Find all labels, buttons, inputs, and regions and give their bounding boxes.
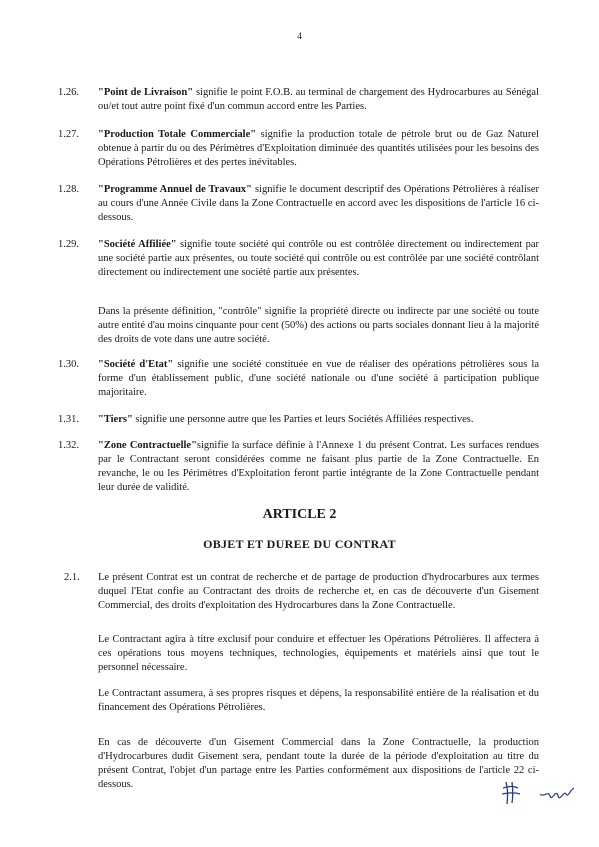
section-2-1-paragraph-1: Le présent Contrat est un contrat de recherche et de partage de production d'hydrocarbures aux termes duquel l'Etat confie au Contractant des droits de recherche et, en cas de découverte d'un Gisement Commercial, des droits d'exploitation des Hydrocarbures dans la Zone Contractuelle. [98, 572, 539, 611]
definition-text: signifie une personne autre que les Parties et leurs Sociétés Affiliées respectives. [132, 414, 474, 425]
clause-number: 1.29. [58, 239, 79, 250]
clause-number: 1.26. [58, 87, 79, 98]
definition-text: signifie le point F.O.B. au terminal de chargement des Hydrocarbures au Sénégal ou/et tout autre point fixé d'un commun accord entre les Parties. [98, 87, 540, 112]
section-2-1-paragraph-2: Le Contractant agira à titre exclusif pour conduire et effectuer les Opérations Pétrolières. Il affectera à ces opérations tous moyens techniques, technologies, équipements et matériels ainsi que tout le personnel nécessaire. [98, 634, 539, 673]
definition-1-31 [58, 413, 539, 427]
definition-1-26 [58, 86, 539, 114]
section-2-1-paragraph-3: Le Contractant assumera, à ses propres risques et dépens, la responsabilité entière de la réalisation et du financement des Opérations Pétrolières. [98, 688, 539, 713]
clause-number: 2.1. [64, 572, 80, 583]
definition-1-29 [58, 238, 539, 280]
definition-text: signifie la surface définie à l'Annexe 1 du présent Contrat. Les surfaces rendues par le Contractant seront considérées comme ne faisant plus partie de la Zone Contractuelle. En revanche, le ou les Périmètres d'Exploitation feront partie intégrante de la Zone Contractuelle pendant leur durée de validité. [98, 440, 539, 493]
clause-number: 1.28. [58, 184, 79, 195]
article-title: ARTICLE 2 [262, 507, 337, 522]
definition-1-32 [58, 439, 539, 495]
clause-number: 1.32. [58, 440, 79, 451]
defined-term: "Zone Contractuelle" [98, 440, 197, 451]
definition-text: signifie le document descriptif des Opérations Pétrolières à réaliser au cours d'une Année Civile dans la Zone Contractuelle en accord avec les dispositions de l'article 16 ci-dessous. [98, 184, 539, 223]
handwritten-initials [500, 776, 580, 810]
definition-1-30 [58, 358, 539, 400]
section-2-1 [64, 571, 539, 613]
defined-term: "Tiers" [98, 414, 133, 425]
definition-1-27 [58, 128, 539, 170]
clause-number: 1.27. [58, 129, 79, 140]
defined-term: "Programme Annuel de Travaux" [98, 184, 253, 195]
definition-text: signifie une société constituée en vue de réaliser des opérations pétrolières sous la forme d'un établissement public, d'une société nationale ou d'une société à participation publique majoritaire. [98, 359, 539, 398]
defined-term: "Production Totale Commerciale" [98, 129, 257, 140]
definition-text: signifie toute société qui contrôle ou est contrôlée directement ou indirectement par une société partie aux présentes, ou toute société qui contrôle ou est contrôlée par une société contrôlant directement ou indirectement une société partie aux présentes. [98, 239, 539, 278]
article-subtitle: OBJET ET DUREE DU CONTRAT [203, 537, 396, 551]
definition-1-29-control-paragraph: Dans la présente définition, "contrôle" signifie la propriété directe ou indirecte par une société ou toute autre entité d'au moins cinquante pour cent (50%) des actions ou parts sociales donnant lieu à la majorité des droits de vote dans une autre société. [98, 306, 539, 345]
page-number: 4 [297, 32, 302, 42]
section-2-1-paragraph-4: En cas de découverte d'un Gisement Commercial dans la Zone Contractuelle, la production d'Hydrocarbures dudit Gisement sera, pendant toute la durée de la période d'exploitation au titre du présent Contrat, l'objet d'un partage entre les Parties conformément aux dispositions de l'article 22 ci-dessous. [98, 737, 539, 790]
defined-term: "Point de Livraison" [98, 87, 194, 98]
defined-term: "Société d'Etat" [98, 359, 174, 370]
clause-number: 1.31. [58, 414, 79, 425]
defined-term: "Société Affiliée" [98, 239, 177, 250]
definition-text: signifie la production totale de pétrole brut ou de Gaz Naturel obtenue à partir du ou des Périmètres d'Exploitation diminuée des quantités utilisées pour les besoins des Opérations Pétrolières et des pertes inévitables. [98, 129, 539, 168]
definition-1-28 [58, 183, 539, 225]
clause-number: 1.30. [58, 359, 79, 370]
